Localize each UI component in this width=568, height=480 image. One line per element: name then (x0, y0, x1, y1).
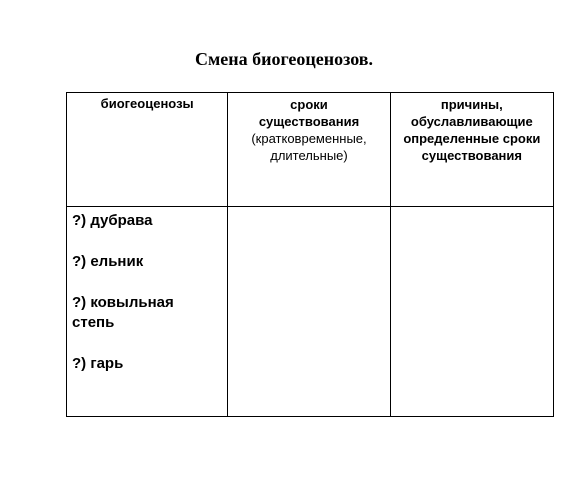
header-duration-line1: сроки (290, 97, 328, 112)
table-header-row (67, 93, 554, 207)
succession-table (66, 92, 554, 417)
header-reasons-line1: причины, (440, 97, 503, 112)
item-label: ?) гарь (72, 355, 124, 372)
list-item (72, 354, 227, 374)
item-label: ?) дубрава (72, 212, 153, 229)
list-item (72, 211, 227, 231)
item-label: ?) ельник (72, 253, 144, 270)
cell-reasons-answer[interactable] (390, 207, 553, 417)
list-item (72, 293, 227, 333)
item-label: ?) ковыльная (72, 294, 174, 311)
biogeocenosis-list (67, 207, 227, 374)
header-cell-duration (228, 93, 390, 207)
list-item (72, 252, 227, 272)
item-label-continued: степь (72, 314, 115, 331)
header-duration-line4: длительные) (270, 148, 348, 163)
header-duration-line2: существования (258, 114, 360, 129)
header-biogeocenoses-label: биогеоценозы (100, 96, 194, 111)
header-reasons-line4: существования (421, 148, 522, 163)
cell-duration-answer[interactable] (228, 207, 390, 417)
header-cell-biogeocenoses (67, 93, 228, 207)
header-reasons-line2: обуславливающие (410, 114, 533, 129)
document-title: Смена биогеоценозов. (194, 49, 374, 69)
cell-biogeocenoses-list (67, 207, 228, 417)
header-cell-reasons (390, 93, 553, 207)
header-duration-line3: (кратковременные, (251, 131, 367, 146)
header-reasons-line3: определенные сроки (403, 131, 541, 146)
table-body-row (67, 207, 554, 417)
